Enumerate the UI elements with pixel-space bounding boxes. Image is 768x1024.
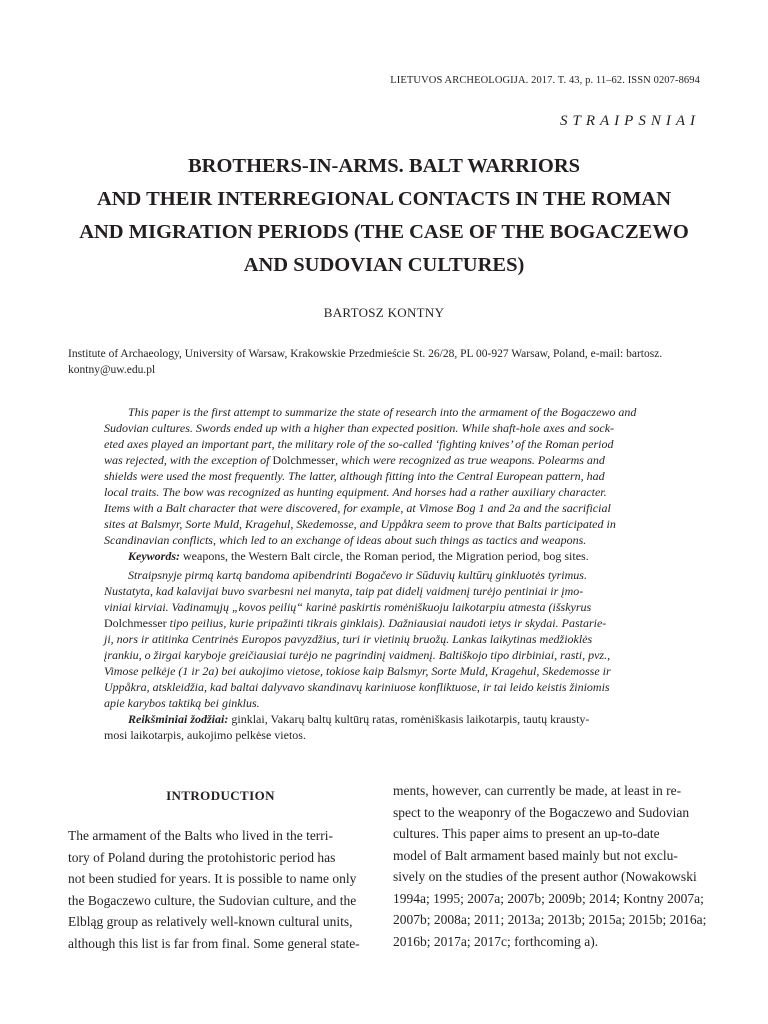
keywords-lt-text: mosi laikotarpis, aukojimo pelkėse vietos. (104, 728, 306, 742)
abstract-lt-line: apie karybos taktiką bei ginklus. (104, 696, 260, 710)
abstract-en-line: shields were used the most frequently. The latter, although fitting into the Central European pattern, had (104, 469, 605, 483)
abstract-lt-line: Nustatyta, kad kalavijai buvo svarbesni nei manyta, taip pat didelį vaidmenį turėjo pentiniai ir įmo- (104, 584, 584, 598)
body-line: tory of Poland during the protohistoric period has (68, 849, 336, 865)
body-line: spect to the weaponry of the Bogaczewo and Sudovian (393, 804, 690, 820)
abstract-en-line: Items with a Balt character that were discovered, for example, at Vimose Bog 1 and 2a and the sacrificial (104, 501, 611, 515)
abstract-lt-line: Uppåkra, atskleidžia, kad baltai dalyvavo skandinavų kariniuose konfliktuose, ir tai leido keistis žiniomis (104, 680, 610, 694)
abstract-en-text: , which were recognized as true weapons. Polearms and (335, 453, 605, 467)
abstract-lt-line: Straipsnyje pirmą kartą bandoma apibendrinti Bogačevo ir Sūduvių kultūrų ginkluotės tyrimus. (128, 568, 587, 582)
keywords-lt (104, 711, 664, 727)
affiliation-line: kontny@uw.edu.pl (68, 364, 156, 376)
abstract-lt-line: viniai kirviai. Vadinamųjų „kovos peilių“ karinė paskirtis romėniškuoju laikotarpiu atmesta (išskyrus (104, 600, 592, 614)
author-affiliation (68, 346, 704, 378)
abstract-lt-line: Vimose pelkėje (1 ir 2a) bei aukojimo vietose, tokiose kaip Balsmyr, Sorte Muld, Kragehul, Skedemosse ir (104, 664, 611, 678)
journal-reference: LIETUVOS ARCHEOLOGIJA. 2017. T. 43, p. 11–62. ISSN 0207-8694 (390, 75, 700, 86)
abstract-lt-text: tipo peilius, kurie pripažinti tikrais ginklais). Dažniausiai naudoti ietys ir skydai. Pastarie- (166, 616, 607, 630)
abstract-en-term: Dolchmesser (272, 453, 336, 467)
keywords-en-label: Keywords: (128, 549, 180, 563)
article-title (40, 150, 728, 282)
body-line: model of Balt armament based mainly but not exclu- (393, 847, 678, 863)
abstract-lt-line: įrankiu, o žirgai karyboje greičiausiai turėjo ne pagrindinį vaidmenį. Baltiškojo tipo dirbiniai, rasti, pvz., (104, 648, 611, 662)
title-line: AND SUDOVIAN CULTURES) (243, 254, 525, 276)
title-line: AND THEIR INTERREGIONAL CONTACTS IN THE ROMAN (96, 188, 672, 210)
title-line: AND MIGRATION PERIODS (THE CASE OF THE BOGACZEWO (79, 221, 689, 243)
abstract-en-text: was rejected, with the exception of (104, 453, 273, 467)
body-line: Elbląg group as relatively well-known cultural units, (68, 914, 353, 929)
abstract-lt-line: ji, nors ir atitinka Centrinės Europos pavyzdžius, turi ir vietinių bruožų. Lankas laikytinas medžioklės (104, 632, 593, 646)
abstract-en-line: Scandinavian conflicts, which led to an exchange of ideas about such things as tactics and weapons. (104, 533, 587, 547)
affiliation-line: Institute of Archaeology, University of Warsaw, Krakowskie Przedmieście St. 26/28, PL 00-927 Warsaw, Poland, e-mail: bartosz. (68, 348, 663, 360)
abstract-block (104, 404, 664, 743)
keywords-en (104, 548, 664, 564)
abstract-en-line: Sudovian cultures. Swords ended up with a higher than expected position. While shaft-hole axes and sock- (104, 421, 615, 435)
abstract-en-line: sites at Balsmyr, Sorte Muld, Kragehul, Skedemosse, and Uppåkra seem to prove that Balts participated in (104, 517, 616, 531)
keywords-lt-text: ginklai, Vakarų baltų kultūrų ratas, romėniškasis laikotarpis, tautų krausty- (228, 712, 590, 726)
body-column-right (393, 780, 707, 952)
body-line: cultures. This paper aims to present an up-to-date (393, 826, 660, 841)
abstract-en-line (104, 452, 664, 468)
body-line: 1994a; 1995; 2007a; 2007b; 2009b; 2014; Kontny 2007a; (393, 890, 704, 906)
body-line: the Bogaczewo culture, the Sudovian culture, and the (68, 892, 357, 908)
section-label: STRAIPSNIAI (560, 113, 700, 129)
body-line: sively on the studies of the present author (Nowakowski (393, 869, 697, 884)
body-line: The armament of the Balts who lived in the terri- (68, 828, 334, 843)
abstract-lt-term: Dolchmesser (104, 616, 167, 630)
abstract-en-line: local traits. The bow was recognized as hunting equipment. And horses had a rather auxiliary character. (104, 485, 607, 499)
author-name: BARTOSZ KONTNY (323, 305, 445, 320)
introduction-heading: INTRODUCTION (166, 788, 275, 803)
title-line: BROTHERS-IN-ARMS. BALT WARRIORS (187, 155, 581, 177)
keywords-lt-label: Reikšminiai žodžiai: (128, 712, 229, 726)
body-line: 2007b; 2008a; 2011; 2013a; 2013b; 2015a; 2015b; 2016a; (393, 912, 707, 927)
body-line: although this list is far from final. Some general state- (68, 935, 360, 951)
abstract-lt-line (104, 615, 664, 631)
abstract-en-line: eted axes played an important part, the military role of the so-called ‘fighting knives’ of the Roman period (104, 437, 614, 451)
body-column-left (68, 825, 378, 954)
keywords-en-text: weapons, the Western Balt circle, the Roman period, the Migration period, bog sites. (180, 549, 589, 563)
body-line: not been studied for years. It is possible to name only (68, 871, 357, 886)
abstract-en-line: This paper is the first attempt to summarize the state of research into the armament of the Bogaczewo and (128, 405, 637, 419)
body-line: 2016b; 2017a; 2017c; forthcoming a). (393, 933, 599, 949)
body-line: ments, however, can currently be made, at least in re- (393, 783, 682, 798)
